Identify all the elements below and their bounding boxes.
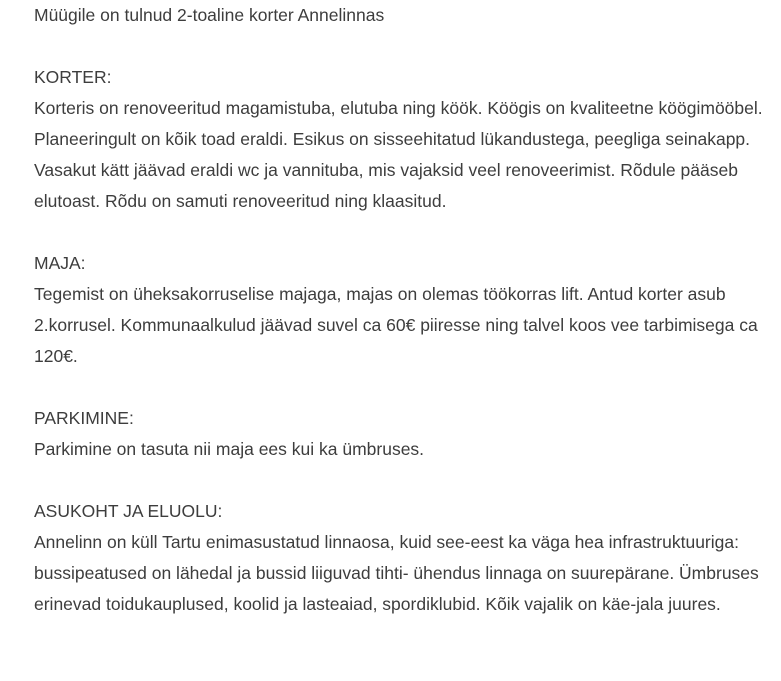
section-parkimine <box>34 403 774 465</box>
section-text: Tegemist on üheksakorruselise majaga, majas on olemas töökorras lift. Antud korter asub 2.korrusel. Kommunaalkulud jäävad suvel ca 60€ piiresse ning talvel koos vee tarbimisega ca 120€. <box>34 284 758 366</box>
section-asukoht <box>34 496 774 620</box>
listing-description <box>34 0 774 651</box>
section-text: Korteris on renoveeritud magamistuba, elutuba ning köök. Köögis on kvaliteetne köögimööbel. Planeeringult on kõik toad eraldi. Esikus on sisseehitatud lükandustega, peegliga seinakapp. Vasakut kätt jäävad eraldi wc ja vannituba, mis vajaksid veel renoveerimist. Rõdule pääseb elutoast. Rõdu on samuti renoveeritud ning klaasitud. <box>34 98 763 211</box>
section-heading: KORTER: <box>34 67 112 87</box>
section-text: Parkimine on tasuta nii maja ees kui ka ümbruses. <box>34 439 425 459</box>
section-korter <box>34 62 774 217</box>
section-heading: MAJA: <box>34 253 86 273</box>
section-text: Annelinn on küll Tartu enimasustatud linnaosa, kuid see-eest ka väga hea infrastruktuuriga: bussipeatused on lähedal ja bussid liiguvad tihti- ühendus linnaga on suurepärane. Ümbruses erinevad toidukauplused, koolid ja lasteaiad, spordiklubid. Kõik vajalik on käe-jala juures. <box>34 532 759 614</box>
section-heading: PARKIMINE: <box>34 408 134 428</box>
intro-text: Müügile on tulnud 2-toaline korter Annelinnas <box>34 5 385 25</box>
section-maja <box>34 248 774 372</box>
section-heading: ASUKOHT JA ELUOLU: <box>34 501 223 521</box>
